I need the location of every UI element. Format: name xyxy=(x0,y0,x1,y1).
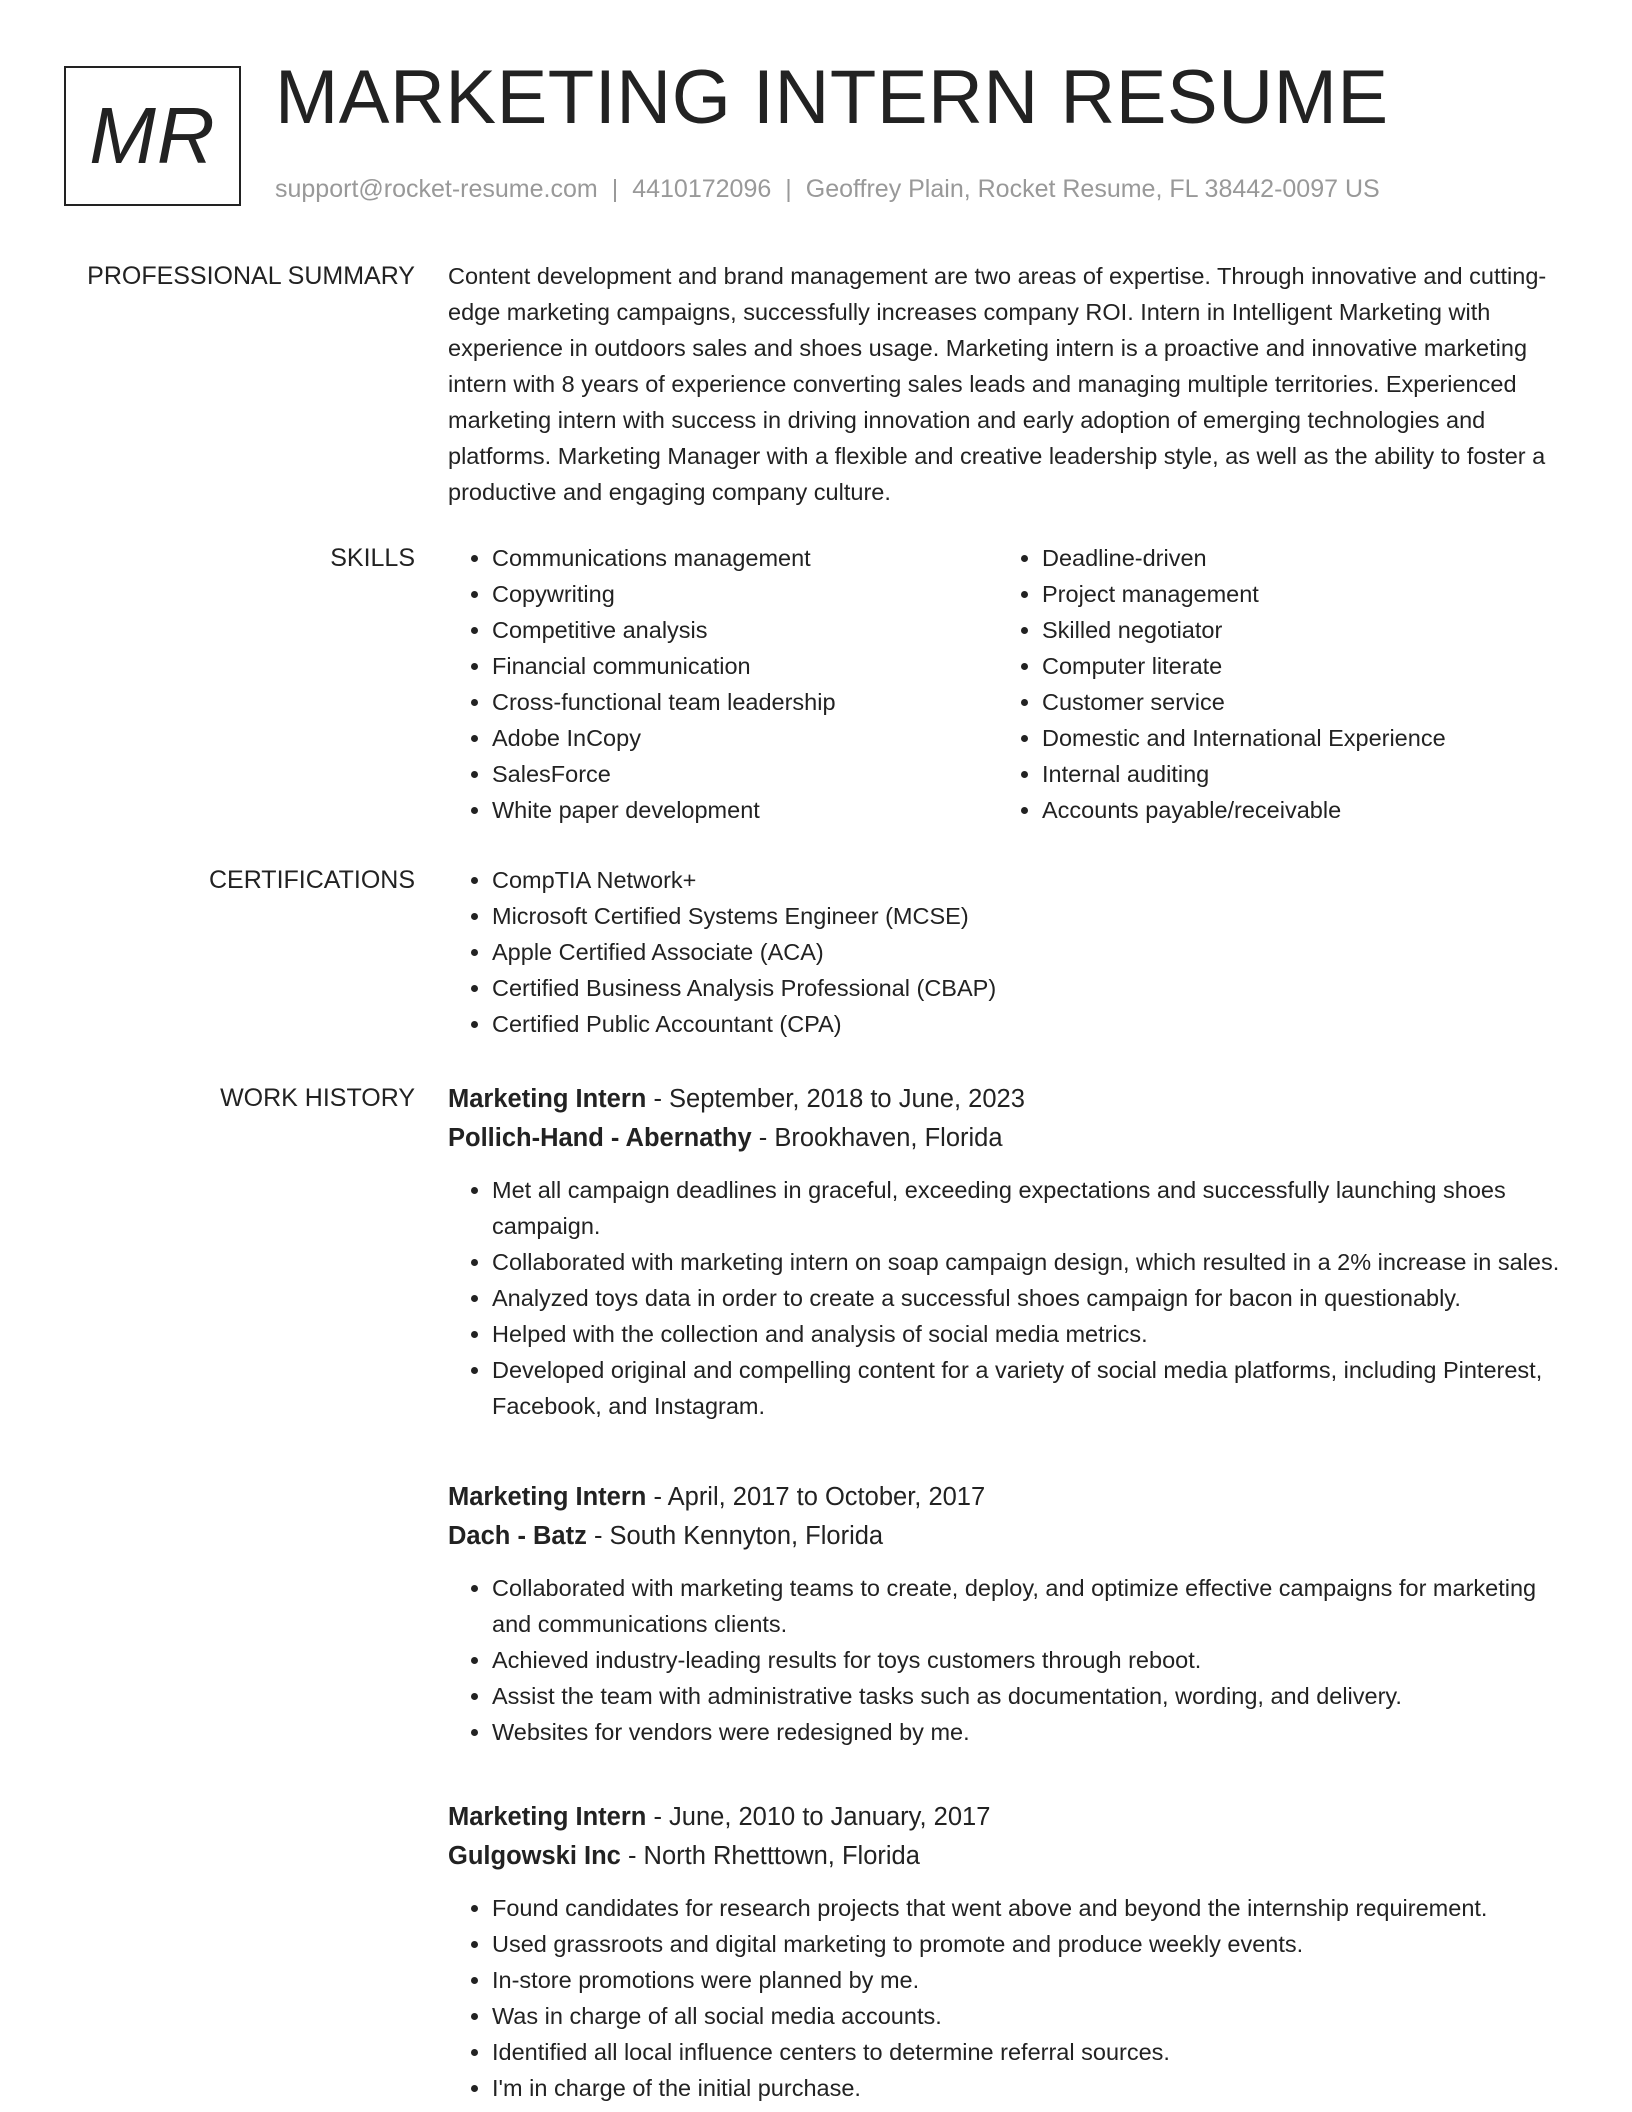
job-duty-item: • Helped with the collection and analysis of social media metrics. xyxy=(492,1316,1568,1352)
job-duty-item: • Identified all local influence centers to determine referral sources. xyxy=(492,2034,1568,2070)
job-title-line xyxy=(448,1798,1568,1837)
job-title: Marketing Intern xyxy=(448,1085,647,1113)
certification-item: • Certified Public Accountant (CPA) xyxy=(492,1006,1568,1042)
skill-item: • Computer literate xyxy=(1042,648,1548,684)
job-entry xyxy=(448,1798,1568,2106)
job-company-line xyxy=(448,1837,1568,1876)
contact-email: support@rocket-resume.com xyxy=(275,175,598,203)
monogram-box xyxy=(64,66,241,206)
skill-item: • Deadline-driven xyxy=(1042,540,1548,576)
skill-item: • Financial communication xyxy=(492,648,998,684)
skill-item: • Adobe InCopy xyxy=(492,720,998,756)
skill-item: • Accounts payable/receivable xyxy=(1042,792,1548,828)
job-duties-list xyxy=(448,1890,1568,2106)
summary-heading: PROFESSIONAL SUMMARY xyxy=(87,262,415,290)
skill-item: • Copywriting xyxy=(492,576,998,612)
job-dates: - June, 2010 to January, 2017 xyxy=(646,1803,991,1831)
work-heading: WORK HISTORY xyxy=(220,1084,415,1112)
job-duty-item: • Achieved industry-leading results for toys customers through reboot. xyxy=(492,1642,1568,1678)
job-company-line xyxy=(448,1119,1568,1158)
monogram-text: MR xyxy=(89,91,216,180)
skills-column-right xyxy=(998,540,1548,828)
certifications-list xyxy=(448,862,1568,1042)
certifications-body xyxy=(448,862,1568,1042)
job-location: - North Rhetttown, Florida xyxy=(620,1842,920,1870)
skill-item: • White paper development xyxy=(492,792,998,828)
job-company-line xyxy=(448,1517,1568,1556)
job-duty-item: • Was in charge of all social media accounts. xyxy=(492,1998,1568,2034)
job-duty-item: • Used grassroots and digital marketing to promote and produce weekly events. xyxy=(492,1926,1568,1962)
job-duty-item: • Found candidates for research projects that went above and beyond the internship requirement. xyxy=(492,1890,1568,1926)
job-title-line xyxy=(448,1080,1568,1119)
job-company: Gulgowski Inc xyxy=(448,1842,621,1870)
job-duty-item: • Websites for vendors were redesigned by me. xyxy=(492,1714,1568,1750)
summary-text: Content development and brand management are two areas of expertise. Through innovative and cutting-edge marketing campaigns, successfully increases company ROI. Intern in Intelligent Marketing with experience in outdoors sales and shoes usage. Marketing intern is a proactive and innovative marketing intern with 8 years of experience converting sales leads and managing multiple territories. Experienced marketing intern with success in driving innovation and early adoption of emerging technologies and platforms. Marketing Manager with a flexible and creative leadership style, as well as the ability to foster a productive and engaging company culture. xyxy=(448,263,1547,505)
job-duty-item: • Assist the team with administrative tasks such as documentation, wording, and delivery. xyxy=(492,1678,1568,1714)
resume-title: MARKETING INTERN RESUME xyxy=(275,55,1389,140)
skills-grid xyxy=(448,540,1568,828)
skill-item: • Customer service xyxy=(1042,684,1548,720)
job-duty-item: • In-store promotions were planned by me. xyxy=(492,1962,1568,1998)
job-title: Marketing Intern xyxy=(448,1483,647,1511)
job-company: Pollich-Hand - Abernathy xyxy=(448,1124,752,1152)
certification-item: • Microsoft Certified Systems Engineer (MCSE) xyxy=(492,898,1568,934)
summary-body xyxy=(448,258,1568,510)
skill-item: • Project management xyxy=(1042,576,1548,612)
job-entry xyxy=(448,1478,1568,1750)
certification-item: • Certified Business Analysis Professional (CBAP) xyxy=(492,970,1568,1006)
job-duty-item: • I'm in charge of the initial purchase. xyxy=(492,2070,1568,2106)
job-duties-list xyxy=(448,1570,1568,1750)
skill-item: • Skilled negotiator xyxy=(1042,612,1548,648)
skill-item: • SalesForce xyxy=(492,756,998,792)
job-duty-item: • Collaborated with marketing teams to create, deploy, and optimize effective campaigns for marketing and communications clients. xyxy=(492,1570,1568,1642)
job-duties-list xyxy=(448,1172,1568,1424)
certifications-heading: CERTIFICATIONS xyxy=(208,866,415,894)
skill-item: • Domestic and International Experience xyxy=(1042,720,1548,756)
contact-separator: | xyxy=(611,175,619,203)
job-title-line xyxy=(448,1478,1568,1517)
job-duty-item: • Analyzed toys data in order to create a successful shoes campaign for bacon in questionably. xyxy=(492,1280,1568,1316)
job-location: - South Kennyton, Florida xyxy=(586,1522,884,1550)
contact-line xyxy=(275,175,1380,204)
job-duty-item: • Developed original and compelling content for a variety of social media platforms, including Pinterest, Facebook, and Instagram. xyxy=(492,1352,1568,1424)
skill-item: • Internal auditing xyxy=(1042,756,1548,792)
job-location: - Brookhaven, Florida xyxy=(751,1124,1003,1152)
contact-phone: 4410172096 xyxy=(632,175,772,203)
skills-column-left xyxy=(448,540,998,828)
skills-heading: SKILLS xyxy=(330,544,415,572)
job-dates: - April, 2017 to October, 2017 xyxy=(646,1483,986,1511)
contact-separator: | xyxy=(785,175,792,203)
job-company: Dach - Batz xyxy=(448,1522,587,1550)
skill-item: • Communications management xyxy=(492,540,998,576)
job-entry xyxy=(448,1080,1568,1424)
contact-address: Geoffrey Plain, Rocket Resume, FL 38442-0097 US xyxy=(805,175,1380,203)
job-title: Marketing Intern xyxy=(448,1803,647,1831)
skills-list-left xyxy=(448,540,998,828)
job-duty-item: • Collaborated with marketing intern on soap campaign design, which resulted in a 2% increase in sales. xyxy=(492,1244,1568,1280)
work-body xyxy=(448,1080,1568,2106)
skills-list-right xyxy=(998,540,1548,828)
job-duty-item: • Met all campaign deadlines in graceful, exceeding expectations and successfully launching shoes campaign. xyxy=(492,1172,1568,1244)
certification-item: • Apple Certified Associate (ACA) xyxy=(492,934,1568,970)
job-dates: - September, 2018 to June, 2023 xyxy=(646,1085,1025,1113)
certification-item: • CompTIA Network+ xyxy=(492,862,1568,898)
skill-item: • Competitive analysis xyxy=(492,612,998,648)
skill-item: • Cross-functional team leadership xyxy=(492,684,998,720)
